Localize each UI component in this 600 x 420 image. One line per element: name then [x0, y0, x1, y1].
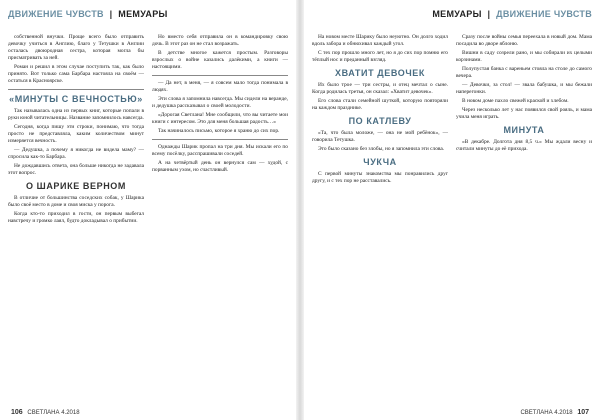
right-page [304, 0, 600, 420]
paragraph: — Дедушка, а почему я никогда не видела маму? — спросила как-то Барбара. [8, 147, 144, 160]
paragraph: В новом доме пахло свежей краской и хлебом. [462, 98, 569, 104]
section-heading: ХВАТИТ ДЕВОЧЕК [335, 68, 425, 78]
paragraph: Роман и решил в этом случае поступить так, как было принято. Вот только сама Барбара настояла на своём — остаться в Красноярске. [8, 64, 144, 84]
section-heading: О ШАРИКЕ ВЕРНОМ [25, 181, 126, 191]
paragraph: «В декабре. Долгота дня 8,5 ч.» Мы ждали весну и считали минуты до её прихода. [456, 139, 592, 152]
paragraph: В детстве многое кажется простым. Разговоры взрослых о войне казались далёкими, а книги — настоящими. [152, 50, 288, 70]
rubric-title: МЕМУАРЫ [118, 9, 168, 19]
header-separator: | [109, 9, 113, 19]
page-gutter [296, 0, 304, 420]
paragraph: Эти слова я запомнила навсегда. Мы сидели на веранде, и дедушка рассказывал о своей молодости. [152, 96, 288, 109]
section-title: ДВИЖЕНИЕ ЧУВСТВ [496, 9, 592, 19]
section-title: ДВИЖЕНИЕ ЧУВСТВ [8, 9, 104, 19]
paragraph: — Девочки, за стол! — звала бабушка, и мы бежали наперегонки. [456, 82, 592, 95]
paragraph: Его слова стали семейной шуткой, которую повторяли на каждом празднике. [312, 98, 448, 111]
paragraph: Так начиналось письмо, которое я храню до сих пор. [158, 128, 280, 134]
left-page-header [8, 9, 304, 25]
paragraph: — Да нет, в меня, — я совсем мало тогда понимала в людях. [152, 80, 288, 93]
right-page-footer [520, 409, 592, 416]
paragraph: С тех пор прошло много лет, но я до сих пор помню его тёплый нос и преданный взгляд. [312, 50, 448, 63]
left-page-footer [8, 409, 80, 416]
paragraph: Так называлась одна из первых книг, которые попали в руки юной читательницы. Название запомнилось навсегда. [8, 108, 144, 121]
divider [8, 89, 144, 90]
right-column-2 [456, 34, 592, 402]
right-column-1 [312, 34, 448, 402]
paragraph: Но вместо себя отправила он в командировку свою дочь. В этот раз он не стал возражать. [152, 34, 288, 47]
paragraph: Когда кто-то приходил в гости, он первым выбегал навстречу и громко лаял, будто докладывал о прибытии. [8, 211, 144, 224]
issue-number: 4.2018 [61, 410, 80, 416]
paragraph: «Та, что была моложе, — она не мой ребёнок», — говорила Тетушка. [312, 130, 448, 143]
right-page-header [296, 9, 592, 25]
paragraph: С первой минуты знакомства мы понравились друг другу, и с тех пор не расставались. [312, 171, 448, 184]
paragraph: собственной внучки. Проще всего было отправить девочку учиться в Англию, благо у Тетушки в Англии осталась двоюродная сестра, которая могла бы присматривать за ней. [8, 34, 144, 61]
header-separator: | [487, 9, 491, 19]
divider [152, 75, 288, 76]
magazine-name: СВЕТЛАНА [27, 410, 60, 416]
section-heading: МИНУТА [503, 125, 545, 135]
issue-number: 4.2018 [554, 410, 573, 416]
section-heading: ЧУКЧА [363, 157, 397, 167]
right-page-columns [312, 34, 592, 402]
left-column-2 [152, 34, 288, 402]
paragraph: Сегодня, когда пишу эти строки, понимаю, что тогда просто не представляла, каким количеством минут измеряется вечность. [8, 124, 144, 144]
paragraph: «Дорогая Светлана! Мне сообщили, что вы читаете мои книги с интересом. Это для меня большая радость…» [152, 112, 288, 125]
paragraph: В отличие от большинства соседских собак, у Шарика было своё место в доме и своя миска у порога. [8, 195, 144, 208]
paragraph: Вишни в саду созрели рано, и мы собирали их целыми корзинами. [456, 50, 592, 63]
divider [152, 139, 288, 140]
rubric-title: МЕМУАРЫ [432, 9, 482, 19]
magazine-name: СВЕТЛАНА [520, 410, 553, 416]
paragraph: Однажды Шарик пропал на три дня. Мы искали его по всему посёлку, расспрашивали соседей. [152, 144, 288, 157]
section-heading: «МИНУТЫ С ВЕЧНОСТЬЮ» [9, 94, 143, 104]
paragraph: Это было сказано без злобы, но я запомнила эти слова. [318, 146, 445, 152]
paragraph: Через несколько лет у нас появился свой рояль, и мама учила меня играть. [456, 107, 592, 120]
left-page-columns [8, 34, 288, 402]
paragraph: Не дождавшись ответа, она больше никогда не задавала этот вопрос. [8, 163, 144, 176]
paragraph: На новом месте Шарику было неуютно. Он долго ходил вдоль забора и обнюхивал каждый угол. [312, 34, 448, 47]
page-number: 107 [577, 409, 589, 416]
paragraph: Сразу после войны семья переехала в новый дом. Мама посадила во дворе яблоню. [456, 34, 592, 47]
left-page [0, 0, 296, 420]
paragraph: А на четвёртый день он вернулся сам — худой, с порванным ухом, но счастливый. [152, 160, 288, 173]
paragraph: Их было трое — три сестры, и отец мечтал о сыне. Когда родилась третья, он сказал: «Хватит девочек». [312, 82, 448, 95]
page-number: 106 [11, 409, 23, 416]
section-heading: ПО КАТЛЕВУ [348, 116, 412, 126]
paragraph: Полупустая банка с вареньем стояла на столе до самого вечера. [456, 66, 592, 79]
left-column-1 [8, 34, 144, 402]
